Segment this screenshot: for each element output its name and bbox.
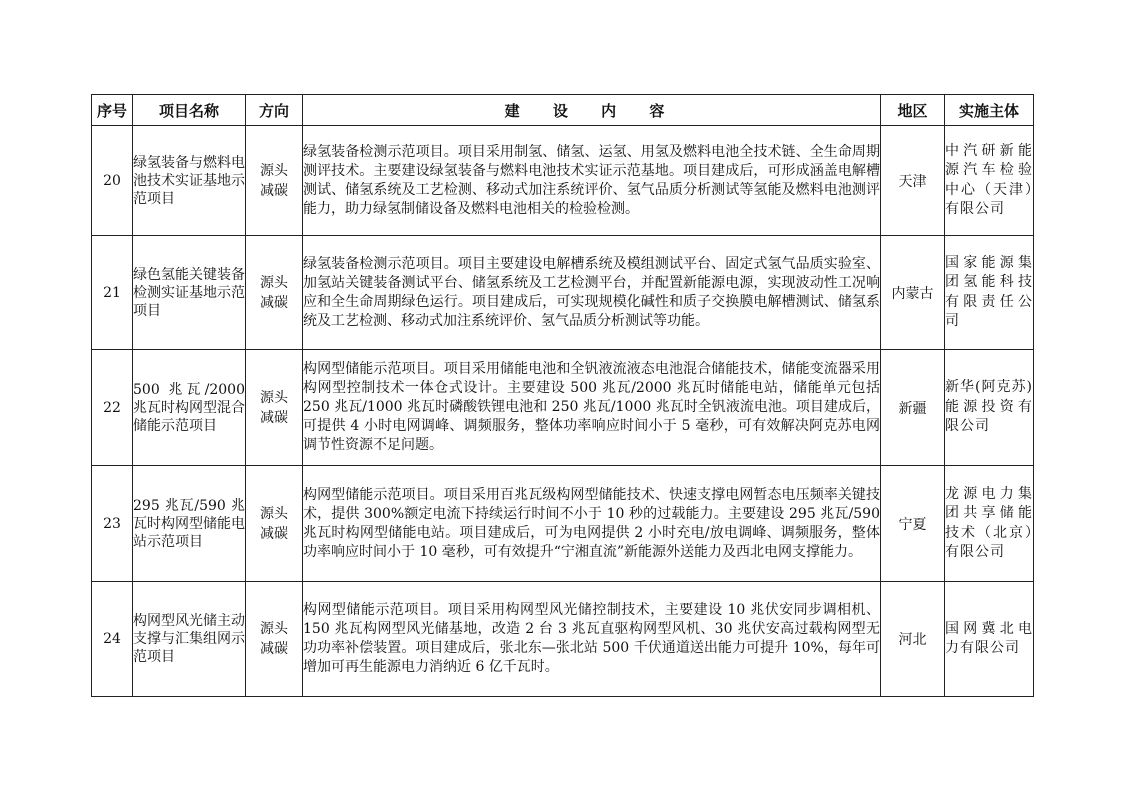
direction-line: 源头 [260, 162, 288, 179]
projects-table [91, 94, 1034, 697]
row-project-name: 绿氢装备与燃料电池技术实证基地示范项目 [133, 126, 246, 236]
table-row [92, 350, 1034, 466]
direction-line: 减碳 [260, 641, 288, 657]
content-text: 项目采用百兆瓦级构网型储能技术、快速支撑电网暂态电压频率关键技术，提供 300%额定电流下持续运行时间不小于 10 秒的过载能力。主要建设 295 兆瓦/590 兆瓦时构网型储能电站。项目建成后，可为电网提供 2 小时充电/放电调峰、调频服务，整体功率响应时间小于 10 毫秒，可有效提升“宁湘直流”新能源外送能力及西北电网支撑能力。 [303, 486, 880, 560]
header-name: 项目名称 [133, 95, 246, 126]
row-project-name: 构网型风光储主动支撑与汇集组网示范项目 [133, 582, 246, 697]
header-row [92, 95, 1034, 126]
row-region: 新疆 [881, 350, 945, 466]
direction-line: 源头 [260, 505, 288, 522]
row-entity: 国家能源集团氢能科技有限责任公司 [945, 236, 1034, 350]
row-entity: 国网冀北电力有限公司 [945, 582, 1034, 697]
direction-line: 源头 [260, 389, 288, 406]
row-index: 21 [92, 236, 133, 350]
project-category: 绿氢装备检测示范项目。 [303, 255, 458, 272]
row-index: 23 [92, 466, 133, 582]
row-project-name: 295 兆瓦/590 兆瓦时构网型储能电站示范项目 [133, 466, 246, 582]
header-content: 建 设 内 容 [303, 95, 881, 126]
direction-line: 减碳 [260, 409, 288, 426]
row-index: 22 [92, 350, 133, 466]
direction-line: 源头 [260, 621, 288, 637]
project-category: 构网型储能示范项目。 [303, 486, 444, 503]
row-region: 天津 [881, 126, 945, 236]
header-direction: 方向 [246, 95, 303, 126]
row-entity: 中汽研新能源汽车检验中心（天津）有限公司 [945, 126, 1034, 236]
row-content [303, 350, 881, 466]
row-entity: 新华(阿克苏)能源投资有限公司 [945, 350, 1034, 466]
row-direction [246, 466, 303, 582]
row-index: 24 [92, 582, 133, 697]
row-direction [246, 236, 303, 350]
project-category: 构网型储能示范项目。 [303, 361, 444, 377]
direction-line: 源头 [260, 274, 288, 291]
content-text: 项目主要建设电解槽系统及模组测试平台、固定式氢气品质实验室、加氢站关键装备测试平台、储氢系统及工艺检测平台，并配置新能源电源，实现波动性工况响应和全生命周期绿色运行。项目建成后，可实现规模化碱性和质子交换膜电解槽测试、储氢系统及工艺检测、移动式加注系统评价、氢气品质分析测试等功能。 [303, 255, 881, 329]
row-content [303, 582, 881, 697]
row-region: 河北 [881, 582, 945, 697]
direction-line: 减碳 [260, 294, 288, 311]
row-content [303, 126, 881, 236]
row-content [303, 466, 881, 582]
row-direction [246, 126, 303, 236]
table-row [92, 126, 1034, 236]
table-row [92, 582, 1034, 697]
header-region: 地区 [881, 95, 945, 126]
content-text: 项目采用制氢、储氢、运氢、用氢及燃料电池全技术链、全生命周期测评技术。主要建设绿氢装备与燃料电池技术实证示范基地。项目建成后，可形成涵盖电解槽测试、储氢系统及工艺检测、移动式加注系统评价、氢气品质分析测试等氢能及燃料电池测评能力，助力绿氢制储设备及燃料电池相关的检验检测。 [303, 143, 881, 217]
row-region: 内蒙古 [881, 236, 945, 350]
content-text: 项目采用储能电池和全钒液流液态电池混合储能技术，储能变流器采用构网型控制技术一体仓式设计。主要建设 500 兆瓦/2000 兆瓦时储能电站，储能单元包括 250 兆瓦/1000 兆瓦时磷酸铁锂电池和 250 兆瓦/1000 兆瓦时全钒液流电池。项目建成后，可提供 4 小时电网调峰、调频服务，整体功率响应时间小于 5 毫秒，可有效解决阿克苏电网调节性资源不足问题。 [303, 361, 880, 453]
row-region: 宁夏 [881, 466, 945, 582]
content-text: 项目采用构网型风光储控制技术，主要建设 10 兆伏安同步调相机、150 兆瓦构网型风光储基地，改造 2 台 3 兆瓦直驱构网型风机、30 兆伏安高过载构网型无功功率补偿装置。项目建成后，张北东—张北站 500 千伏通道送出能力可提升 10%，每年可增加可再生能源电力消纳近 6 亿千瓦时。 [303, 602, 880, 675]
row-direction [246, 582, 303, 697]
table-row [92, 466, 1034, 582]
direction-line: 减碳 [260, 525, 288, 542]
project-category: 绿氢装备检测示范项目。 [303, 143, 458, 160]
row-direction [246, 350, 303, 466]
row-project-name: 500 兆瓦/2000 兆瓦时构网型混合储能示范项目 [133, 350, 246, 466]
project-category: 构网型储能示范项目。 [303, 602, 448, 618]
row-content [303, 236, 881, 350]
table-row [92, 236, 1034, 350]
row-index: 20 [92, 126, 133, 236]
header-entity: 实施主体 [945, 95, 1034, 126]
direction-line: 减碳 [260, 182, 288, 199]
row-entity: 龙源电力集团共享储能技术（北京）有限公司 [945, 466, 1034, 582]
row-project-name: 绿色氢能关键装备检测实证基地示范项目 [133, 236, 246, 350]
header-index: 序号 [92, 95, 133, 126]
